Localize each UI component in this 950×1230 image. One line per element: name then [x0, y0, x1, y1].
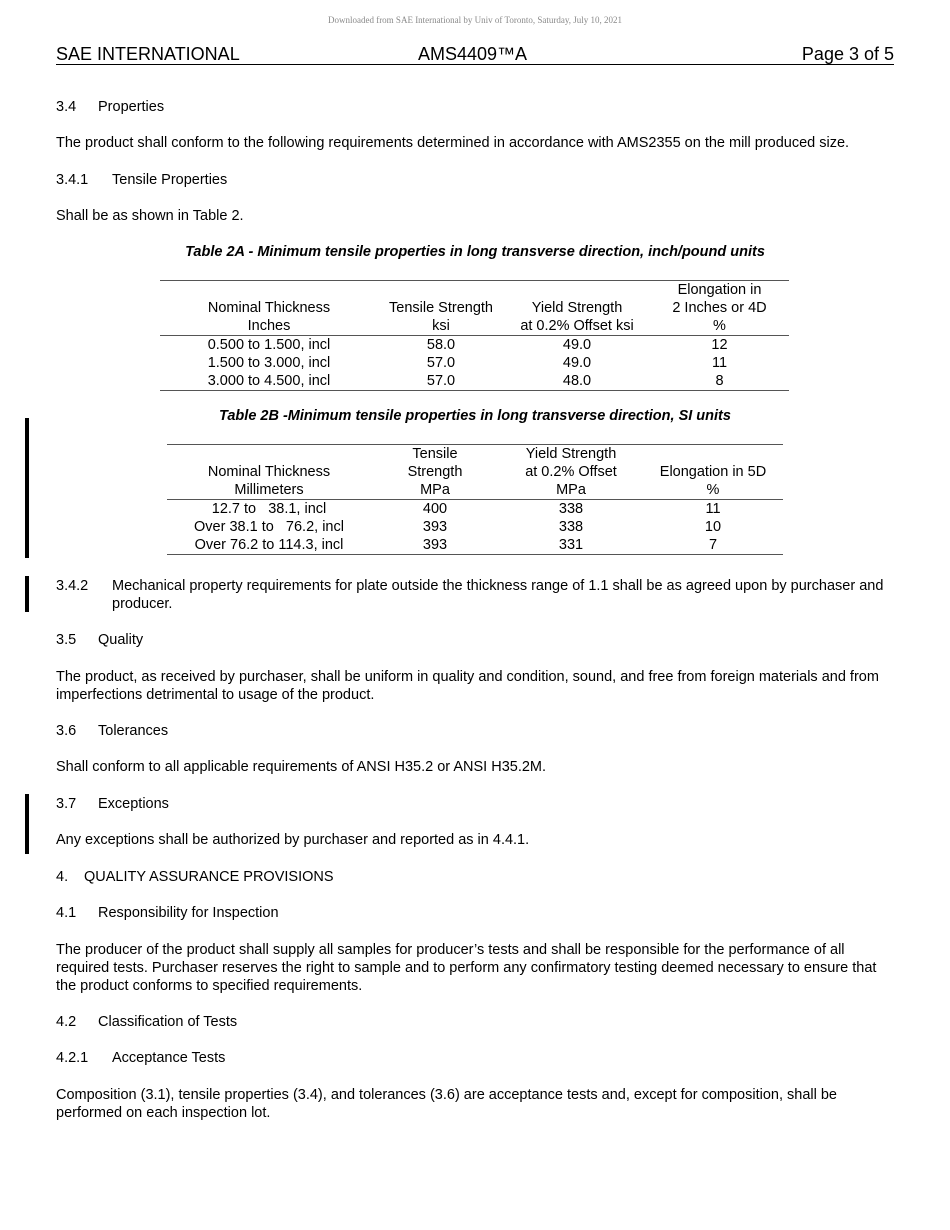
section-number: 3.6: [56, 723, 77, 739]
paragraph: Composition (3.1), tensile properties (3.4), and tolerances (3.6) are acceptance tests and, except for composition, shall be performed on each inspection lot.: [56, 1087, 837, 1121]
table-row: [160, 372, 789, 391]
table-2a-caption: Table 2A - Minimum tensile properties in long transverse direction, inch/pound units: [185, 244, 765, 260]
column-header: Elongation in 5D %: [643, 445, 783, 500]
table-header-row: [167, 445, 783, 500]
column-header: Yield Strength at 0.2% Offset MPa: [499, 445, 643, 500]
table-header-row: [160, 281, 789, 336]
header-org: SAE INTERNATIONAL: [56, 44, 240, 64]
table-cell: 7: [643, 536, 783, 555]
section-number: 3.7: [56, 796, 77, 812]
table-2b: [167, 444, 783, 555]
table-cell: Over 76.2 to 114.3, incl: [167, 536, 371, 555]
section-title: Classification of Tests: [98, 1014, 238, 1030]
table-cell: 400: [422, 501, 448, 517]
header-doc-id: AMS4409™A: [418, 44, 528, 64]
table-cell: 8: [650, 372, 789, 391]
table-cell: 1.500 to 3.000, incl: [207, 355, 331, 371]
table-cell: 393: [422, 519, 448, 535]
table-cell: 12.7 to 38.1, incl: [211, 501, 327, 517]
table-cell: 58.0: [426, 337, 456, 353]
section-title: Tensile Properties: [112, 172, 228, 188]
revision-bar: [25, 418, 29, 558]
column-header: Yield Strength at 0.2% Offset ksi: [504, 281, 650, 336]
section-title: Responsibility for Inspection: [98, 905, 279, 921]
table-cell: 331: [499, 536, 643, 555]
section-title: QUALITY ASSURANCE PROVISIONS: [84, 869, 334, 885]
table-row: [167, 500, 783, 519]
table-row: [167, 536, 783, 555]
table-cell: 10: [704, 519, 722, 535]
column-header: Tensile Strength ksi: [378, 281, 504, 336]
header-page-number: Page 3 of 5: [801, 44, 894, 64]
table-row: [167, 518, 783, 536]
table-2a: [160, 280, 789, 391]
section-title: Exceptions: [98, 796, 169, 812]
revision-bar: [25, 576, 29, 612]
table-cell: 49.0: [562, 337, 592, 353]
section-number: 4.2.1: [56, 1050, 89, 1066]
table-cell: 338: [558, 519, 584, 535]
column-header: Nominal Thickness Inches: [160, 281, 378, 336]
revision-bar: [25, 794, 29, 854]
paragraph: The product, as received by purchaser, shall be uniform in quality and condition, sound, and free from foreign materials and from imperfections detrimental to usage of the product.: [56, 669, 879, 703]
paragraph: The product shall conform to the following requirements determined in accordance with AMS2355 on the mill produced size.: [56, 135, 850, 151]
table-row: [160, 354, 789, 372]
paragraph: Any exceptions shall be authorized by purchaser and reported as in 4.4.1.: [56, 832, 530, 848]
paragraph: Mechanical property requirements for plate outside the thickness range of 1.1 shall be as agreed upon by purchaser and producer.: [112, 578, 884, 612]
section-title: Acceptance Tests: [112, 1050, 226, 1066]
table-cell: 48.0: [504, 372, 650, 391]
table-cell: 57.0: [426, 355, 456, 371]
table-cell: 393: [371, 536, 499, 555]
table-cell: Over 38.1 to 76.2, incl: [194, 519, 344, 535]
table-cell: 49.0: [562, 355, 592, 371]
section-title: Quality: [98, 632, 144, 648]
download-watermark: Downloaded from SAE International by Univ of Toronto, Saturday, July 10, 2021: [327, 15, 623, 25]
paragraph: Shall conform to all applicable requirements of ANSI H35.2 or ANSI H35.2M.: [56, 759, 547, 775]
table-cell: 0.500 to 1.500, incl: [207, 337, 331, 353]
table-cell: 11: [711, 355, 728, 371]
column-header: Nominal Thickness Millimeters: [167, 445, 371, 500]
section-number: 3.4.2: [56, 578, 89, 594]
section-number: 4.: [56, 869, 69, 885]
table-cell: 57.0: [378, 372, 504, 391]
column-header: Elongation in 2 Inches or 4D %: [650, 281, 789, 336]
table-cell: 3.000 to 4.500, incl: [160, 372, 378, 391]
section-number: 3.4.1: [56, 172, 89, 188]
table-cell: 338: [558, 501, 584, 517]
paragraph: Shall be as shown in Table 2.: [56, 208, 244, 224]
header-rule: [56, 64, 894, 65]
column-header: Tensile Strength MPa: [371, 445, 499, 500]
section-number: 3.5: [56, 632, 77, 648]
section-number: 4.2: [56, 1014, 77, 1030]
paragraph: The producer of the product shall supply all samples for producer’s tests and shall be responsible for the performance of all required tests. Purchaser reserves the right to sample and to perform any confirmatory testing deemed necessary to ensure that the product conforms to specified requirements.: [56, 942, 877, 994]
table-cell: 12: [711, 337, 728, 353]
section-title: Properties: [98, 99, 165, 115]
section-number: 4.1: [56, 905, 77, 921]
section-number: 3.4: [56, 99, 77, 115]
section-title: Tolerances: [98, 723, 169, 739]
table-2b-caption: Table 2B -Minimum tensile properties in long transverse direction, SI units: [219, 408, 731, 424]
table-cell: 11: [705, 501, 721, 517]
table-row: [160, 336, 789, 355]
